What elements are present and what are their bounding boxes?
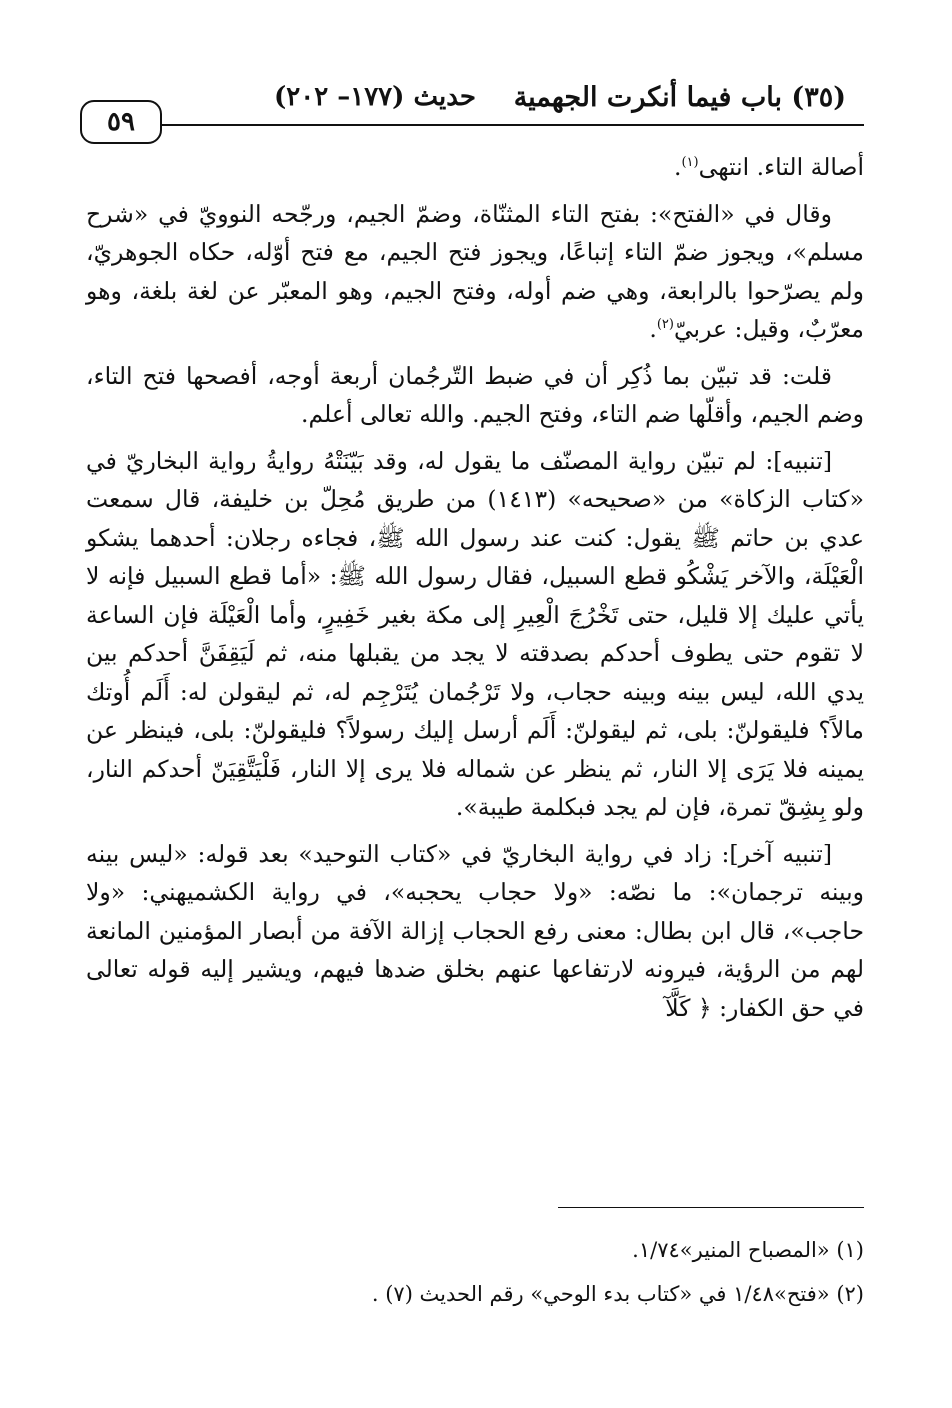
footnote-1: (١) «المصباح المنير»١/٧٤. [632,1238,864,1262]
hadith-range: حديث (١٧٧– ٢٠٢) [273,82,476,112]
paragraph-4 [86,442,864,827]
paragraph-tail: . [649,315,657,343]
chapter-title: (٣٥) باب فيما أنكرت الجهمية [513,82,846,113]
paragraph-3 [86,357,864,434]
paragraph-1 [86,148,864,187]
paragraph-text: أصالة التاء. انتهى [698,153,864,181]
main-text [86,148,864,1035]
page-header [80,78,864,137]
header-rule [140,124,864,126]
paragraph-2 [86,195,864,349]
footnote-ref-1: (١) [681,155,699,171]
paragraph-text: [تنبيه آخر]: زاد في رواية البخاريّ في «كتاب التوحيد» بعد قوله: «ليس بينه وبينه ترجمان»: ما نصّه: «ولا حجاب يحجبه»، في رواية الكشميهني: «ولا حاجب»، قال ابن بطال: معنى رفع الحجاب إزالة الآفة من أبصار المؤمنين المانعة لهم من الرؤية، فيرونه لارتفاعها عنهم بخلق ضدها فيهم، ويشير إليه قوله تعالى في حق الكفار: ﴿ كَلَّآ [86,839,864,1022]
footnote-ref-2: (٢) [656,317,674,333]
footnotes [86,1228,864,1316]
paragraph-text: [تنبيه]: لم تبيّن رواية المصنّف ما يقول له، وقد بَيّنَتْهُ روايةُ رواية البخاريّ في «كتاب الزكاة» من «صحيحه» (١٤١٣) من طريق مُحِلّ بن خليفة، قال سمعت عدي بن حاتم ﷺ يقول: كنت عند رسول الله ﷺ، فجاءه رجلان: أحدهما يشكو الْعَيْلَة، والآخر يَشْكُو قطع السبيل، فقال رسول الله ﷺ: «أما قطع السبيل فإنه لا يأتي عليك إلا قليل، حتى تَخْرُجَ الْعِيرِ إلى مكة بغير خَفِيرٍ، وأما الْعَيْلَة فإن الساعة لا تقوم حتى يطوف أحدكم بصدقته لا يجد من يقبلها منه، ثم لَيَقِفَنَّ أحدكم بين يدي الله، ليس بينه وبينه حجاب، ولا تَرْجُمان يُتَرْجِم له، ثم ليقولن له: أَلَم أُوتك مالاً؟ فليقولنّ: بلى، ثم ليقولنّ: أَلَم أرسل إليك رسولاً؟ فليقولنّ: بلى، فينظر عن يمينه فلا يَرَى إلا النار، ثم ينظر عن شماله فلا يرى إلا النار، فَلْيَتَّقِيَنّ أحدكم النار، ولو بِشِقّ تمرة، فإن لم يجد فبكلمة طيبة». [86,446,864,821]
footnote-2: (٢) «فتح»١/٤٨ في «كتاب بدء الوحي» رقم الحديث (٧) . [371,1282,864,1306]
paragraph-5 [86,835,864,1028]
paragraph-text: قلت: قد تبيّن بما ذُكِر أن في ضبط التّرجُمان أربعة أوجه، أفصحها فتح التاء، وضم الجيم، وأقلّها ضم التاء، وفتح الجيم. والله تعالى أعلم. [86,361,864,428]
paragraph-text: وقال في «الفتح»: بفتح التاء المثنّاة، وضمّ الجيم، ورجّحه النوويّ في «شرح مسلم»، ويجوز ضمّ التاء إتباعًا، ويجوز فتح الجيم، مع فتح أوّله، حكاه الجوهريّ، ولم يصرّحوا بالرابعة، وهي ضم أوله، وفتح الجيم، وهو المعبّر عن لغة بلغة، وهو معرّبٌ، وقيل: عربيّ [86,199,864,343]
page-number: ٥٩ [80,100,162,144]
footnote-separator [558,1207,864,1208]
paragraph-tail: . [673,153,682,181]
